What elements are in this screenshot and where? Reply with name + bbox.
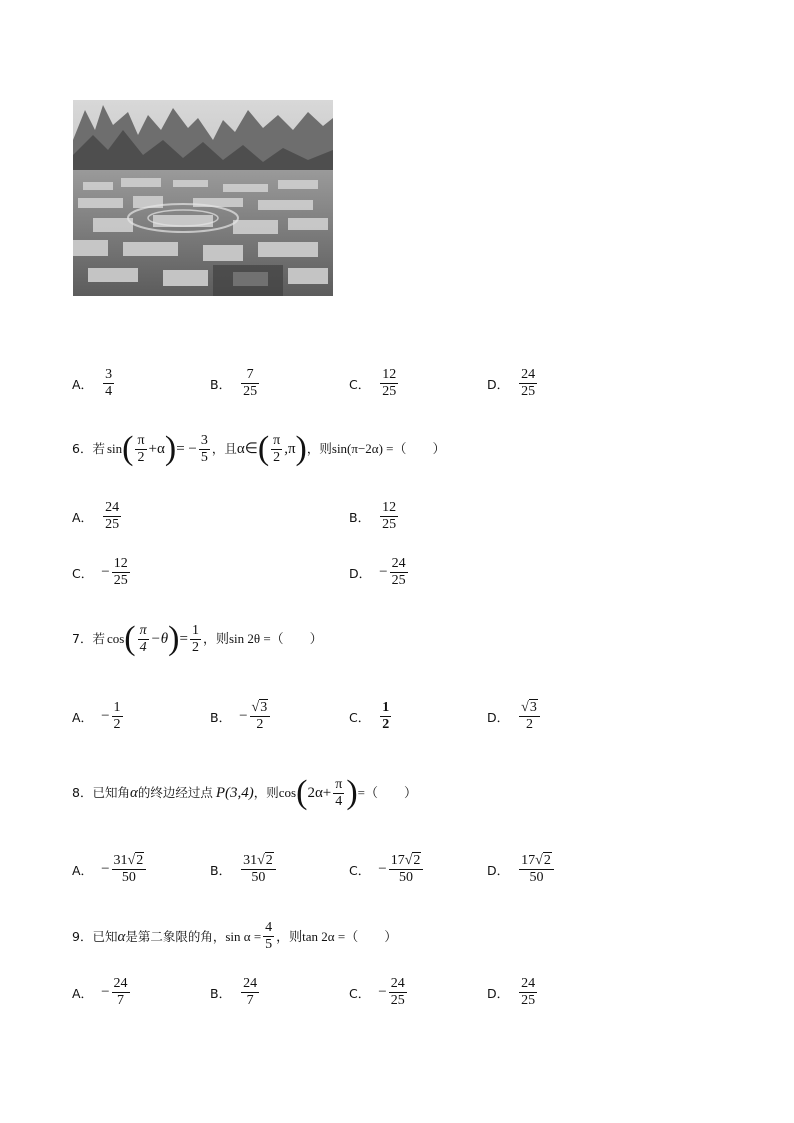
q7-option-c[interactable] <box>349 700 393 733</box>
q9-tail: ，则tan 2α =（ ） <box>276 928 398 944</box>
option-label: A． <box>72 985 94 1001</box>
q8-pi-over-4: $\frac{\pi}{4}$ <box>335 776 343 809</box>
q6-sin: sin <box>106 441 123 456</box>
q7-eq: = <box>179 631 188 647</box>
option-sign: − <box>101 861 110 877</box>
fraction-denominator: 2 <box>113 717 121 732</box>
option-fraction <box>103 367 114 400</box>
sqrt-symbol: √2 <box>535 853 551 868</box>
option-sign: − <box>101 564 110 580</box>
q7-minus-theta: −θ <box>150 631 169 647</box>
fraction-numerator: 17√2 <box>519 853 554 870</box>
q6-interval-pi-over-2: $\frac{\pi}{2}$ <box>273 432 281 465</box>
option-fraction <box>390 556 408 589</box>
q7-option-b[interactable] <box>210 700 272 733</box>
option-fraction <box>380 367 398 400</box>
option-sign: − <box>379 564 388 580</box>
fraction-numerator: 1 <box>382 700 390 715</box>
option-fraction <box>250 700 271 733</box>
fraction-denominator: 7 <box>117 993 125 1008</box>
fraction-numerator: 24 <box>105 500 120 515</box>
option-fraction <box>519 976 537 1009</box>
fraction-denominator: 4 <box>105 384 113 399</box>
option-fraction <box>519 367 537 400</box>
fraction-denominator: 25 <box>521 384 536 399</box>
option-label: B． <box>210 862 232 878</box>
q7-prefix: 7．若 <box>72 631 105 646</box>
option-sign: − <box>101 708 110 724</box>
fraction-numerator: 24 <box>521 976 536 991</box>
q9-option-d[interactable] <box>487 976 539 1009</box>
q6-option-a[interactable] <box>72 500 123 533</box>
fraction-numerator: 31√2 <box>241 853 276 870</box>
q6-pi-over-2: $\frac{\pi}{2}$ <box>137 432 145 465</box>
q9-stem <box>72 920 397 953</box>
option-label: A． <box>72 376 94 392</box>
q9-rhs-frac: $\frac{4}{5}$ <box>265 920 273 952</box>
q8-paren-close: ) <box>346 774 358 811</box>
fraction-denominator: 25 <box>390 993 405 1008</box>
fraction-numerator: 1 <box>113 700 121 715</box>
option-fraction <box>389 853 424 886</box>
option-label: B． <box>210 985 232 1001</box>
option-label: B． <box>210 709 232 725</box>
fraction-numerator: 12 <box>113 556 128 571</box>
q9-prefix: 9．已知 <box>72 928 118 944</box>
option-fraction <box>241 853 276 886</box>
option-sign: − <box>378 861 387 877</box>
q6-alpha-in: α∈ <box>236 441 258 457</box>
fraction-numerator: 7 <box>241 367 259 384</box>
option-sign: − <box>378 984 387 1000</box>
q6-option-d[interactable] <box>349 556 410 589</box>
q8-two-alpha-plus: 2α+ <box>307 785 332 801</box>
option-label: A． <box>72 862 94 878</box>
option-fraction <box>112 556 130 589</box>
q8-middle: 的终边经过点 <box>137 785 213 800</box>
q6-plus-alpha: +α <box>148 441 165 457</box>
option-fraction <box>380 700 391 733</box>
fraction-denominator: 25 <box>521 993 536 1008</box>
sqrt-symbol: √3 <box>521 700 537 715</box>
q5-option-b[interactable] <box>210 367 261 400</box>
sqrt-symbol: √3 <box>251 700 268 715</box>
q8-tail: =（ ） <box>357 785 418 800</box>
fraction-denominator: 25 <box>113 573 128 588</box>
fraction-denominator: 25 <box>105 517 120 532</box>
q8-cos: cos <box>278 785 297 800</box>
option-label: A． <box>72 709 94 725</box>
q7-rhs-frac: $\frac{1}{2}$ <box>191 622 199 655</box>
fraction-denominator: 50 <box>121 870 136 885</box>
q6-tail: sin(π−2α) =（ ） <box>331 441 446 456</box>
option-fraction <box>380 500 398 533</box>
option-fraction <box>519 853 554 886</box>
option-sign: − <box>239 708 248 724</box>
option-label: A． <box>72 509 94 525</box>
fraction-denominator: 25 <box>243 384 258 399</box>
q7-option-a[interactable] <box>72 700 125 733</box>
option-fraction <box>519 700 540 733</box>
q9-alpha: α <box>117 928 126 945</box>
fraction-denominator: 2 <box>382 717 390 732</box>
fraction-numerator: 12 <box>382 500 397 515</box>
fraction-numerator <box>250 700 271 717</box>
fraction-denominator: 25 <box>382 517 397 532</box>
fraction-denominator: 25 <box>391 573 406 588</box>
q8-option-d[interactable] <box>487 853 556 886</box>
option-fraction <box>241 976 259 1009</box>
option-label: C． <box>349 376 371 392</box>
q8-paren-open: ( <box>296 774 308 811</box>
fraction-denominator: 50 <box>399 870 414 885</box>
fraction-numerator: 17√2 <box>389 853 424 870</box>
sqrt-symbol: √2 <box>257 853 273 868</box>
option-fraction <box>389 976 407 1009</box>
option-label: C． <box>72 565 94 581</box>
q7-pi-over-4: $\frac{\pi}{4}$ <box>139 622 147 655</box>
fraction-numerator: 24 <box>390 976 405 991</box>
fraction-denominator: 50 <box>251 870 266 885</box>
q6-interval-open: ( <box>257 430 270 467</box>
q6-paren-open: ( <box>122 430 134 467</box>
landscape-photo <box>73 100 333 296</box>
q8-stem <box>72 776 417 810</box>
q5-option-d[interactable] <box>487 367 539 400</box>
q6-comma-pi: ,π <box>284 441 296 457</box>
q7-paren-open: ( <box>124 620 136 657</box>
q6-rhs-frac: $\frac{3}{5}$ <box>200 432 208 465</box>
q5-option-c[interactable] <box>349 367 400 400</box>
q6-paren-close: ) <box>164 430 177 467</box>
option-fraction <box>103 500 121 533</box>
q8-option-c[interactable] <box>349 853 425 886</box>
fraction-denominator: 25 <box>382 384 397 399</box>
q8-option-b[interactable] <box>210 853 278 886</box>
q8-option-a[interactable] <box>72 853 148 886</box>
q8-then: ，则 <box>253 785 279 800</box>
q6-stem <box>72 432 446 466</box>
q6-then: ，则 <box>306 441 332 456</box>
option-label: D． <box>487 862 510 878</box>
q6-and: ，且 <box>211 441 237 456</box>
fraction-denominator: 2 <box>256 717 264 732</box>
option-label: D． <box>487 376 510 392</box>
q6-option-b[interactable] <box>349 500 400 533</box>
q6-prefix: 6．若 <box>72 441 105 456</box>
fraction-numerator: 12 <box>382 367 397 382</box>
option-label: D． <box>487 985 510 1001</box>
fraction-numerator: 3 <box>105 367 113 382</box>
q7-tail: ，则sin 2θ =（ ） <box>202 631 323 646</box>
option-label: C． <box>349 862 371 878</box>
option-fraction <box>112 700 123 733</box>
sqrt-symbol: √2 <box>127 853 144 868</box>
q6-eq-minus: = − <box>176 441 197 457</box>
fraction-numerator <box>519 700 540 717</box>
q9-option-c[interactable] <box>349 976 409 1009</box>
fraction-denominator: 50 <box>529 870 544 885</box>
option-fraction <box>112 976 130 1009</box>
option-label: D． <box>487 709 510 725</box>
q7-cos: cos <box>106 631 125 646</box>
q7-stem <box>72 622 323 656</box>
sqrt-symbol: √2 <box>404 853 421 868</box>
option-label: B． <box>210 376 232 392</box>
fraction-denominator: 7 <box>246 993 254 1008</box>
fraction-numerator: 24 <box>391 556 406 571</box>
option-label: B． <box>349 509 371 525</box>
q5-option-a[interactable] <box>72 367 116 400</box>
option-fraction <box>112 853 147 886</box>
option-label: D． <box>349 565 372 581</box>
q9-sin-alpha: sin α = <box>225 928 262 944</box>
q8-point: P(3,4) <box>215 785 254 801</box>
fraction-denominator: 2 <box>525 717 533 732</box>
q7-paren-close: ) <box>168 620 180 657</box>
fraction-numerator: 31√2 <box>112 853 147 870</box>
option-label: C． <box>349 709 371 725</box>
fraction-numerator: 24 <box>521 367 536 382</box>
q8-prefix: 8．已知角 <box>72 785 130 800</box>
q7-option-d[interactable] <box>487 700 542 733</box>
q8-alpha: α <box>129 785 138 801</box>
option-fraction <box>241 367 259 400</box>
fraction-numerator: 24 <box>243 976 258 991</box>
q6-option-c[interactable] <box>72 556 132 589</box>
q9-option-a[interactable] <box>72 976 132 1009</box>
q9-middle: 是第二象限的角， <box>125 928 226 944</box>
option-sign: − <box>101 984 110 1000</box>
q6-interval-close: ) <box>295 430 307 467</box>
fraction-numerator: 24 <box>113 976 128 991</box>
option-label: C． <box>349 985 371 1001</box>
q9-option-b[interactable] <box>210 976 261 1009</box>
